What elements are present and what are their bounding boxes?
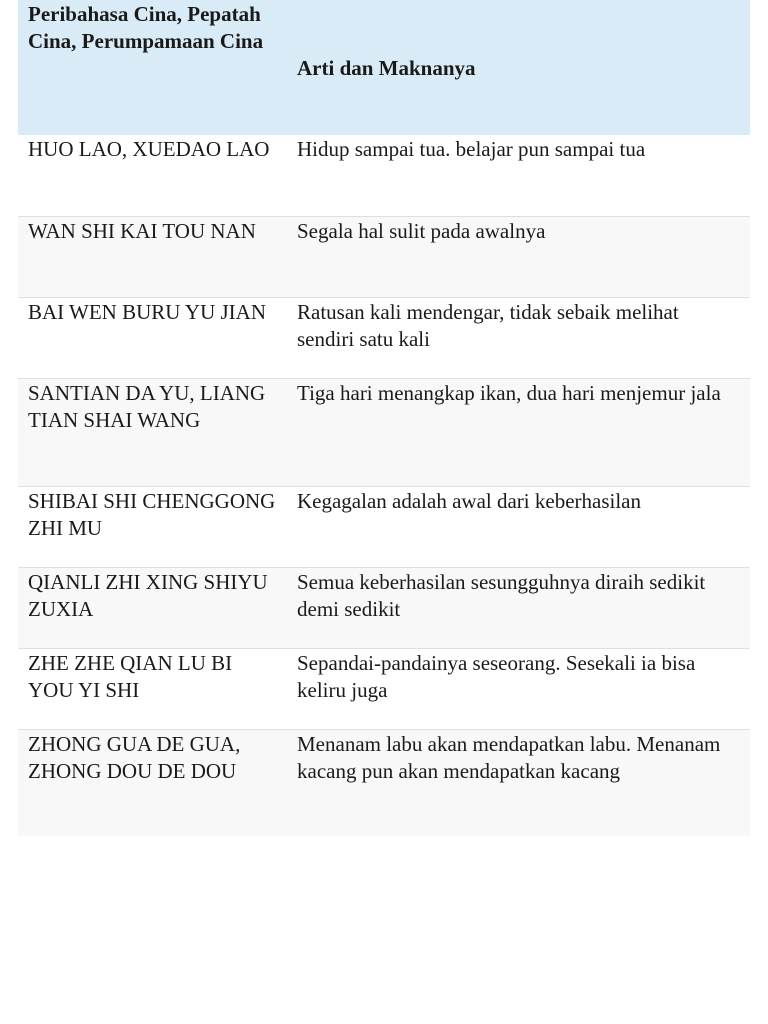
meaning-cell: Hidup sampai tua. belajar pun sampai tua xyxy=(297,137,646,161)
proverb-table xyxy=(18,0,750,836)
meaning-cell: Tiga hari menangkap ikan, dua hari menjemur jala xyxy=(297,380,721,405)
meaning-cell: Semua keberhasilan sesungguhnya diraih sedikit demi sedikit xyxy=(297,569,706,621)
proverb-cell: SANTIAN DA YU, LIANG TIAN SHAI WANG xyxy=(28,380,266,432)
meaning-cell: Kegagalan adalah awal dari keberhasilan xyxy=(297,488,641,513)
proverb-cell: QIANLI ZHI XING SHIYU ZUXIA xyxy=(28,569,268,621)
table-row xyxy=(18,729,750,836)
header-row xyxy=(18,0,750,135)
table-row xyxy=(18,297,750,378)
table-row xyxy=(18,567,750,648)
table-row xyxy=(18,216,750,297)
proverb-cell: ZHONG GUA DE GUA, ZHONG DOU DE DOU xyxy=(28,731,241,783)
table-row xyxy=(18,486,750,567)
proverb-cell: BAI WEN BURU YU JIAN xyxy=(28,299,266,324)
meaning-cell: Menanam labu akan mendapatkan labu. Menanam kacang pun akan mendapatkan kacang xyxy=(297,731,721,783)
proverb-cell: SHIBAI SHI CHENGGONG ZHI MU xyxy=(28,488,276,540)
header-proverb: Peribahasa Cina, Pepatah Cina, Perumpamaan Cina xyxy=(28,2,264,53)
table-row xyxy=(18,378,750,486)
header-meaning: Arti dan Maknanya xyxy=(297,56,476,80)
proverb-cell: HUO LAO, XUEDAO LAO xyxy=(28,137,270,161)
table-header xyxy=(18,0,750,135)
meaning-cell: Sepandai-pandainya seseorang. Sesekali ia bisa keliru juga xyxy=(297,650,696,702)
table-body xyxy=(18,135,750,836)
table-row xyxy=(18,648,750,729)
meaning-cell: Ratusan kali mendengar, tidak sebaik melihat sendiri satu kali xyxy=(297,299,679,351)
proverb-cell: ZHE ZHE QIAN LU BI YOU YI SHI xyxy=(28,650,233,702)
table-row xyxy=(18,135,750,216)
meaning-cell: Segala hal sulit pada awalnya xyxy=(297,218,546,243)
proverb-cell: WAN SHI KAI TOU NAN xyxy=(28,218,256,243)
